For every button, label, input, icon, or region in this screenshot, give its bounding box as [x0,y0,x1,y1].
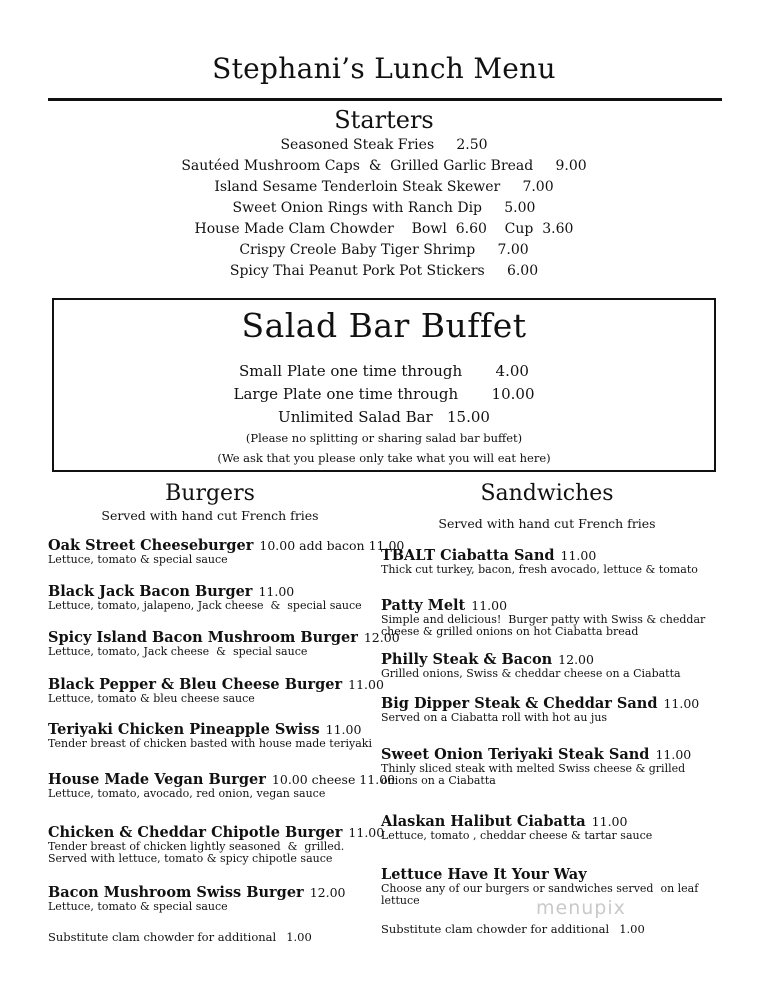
starter-item: Crispy Creole Baby Tiger Shrimp 7.00 [239,242,529,258]
item-name: Alaskan Halibut Ciabatta [381,813,586,830]
item-description: Lettuce, tomato, avocado, red onion, vegan sauce [48,787,326,800]
item-name: Oak Street Cheeseburger [48,537,254,554]
starter-item: Sautéed Mushroom Caps & Grilled Garlic Bread 9.00 [181,158,587,174]
item-price: 11.00 [663,696,700,711]
starter-item: Sweet Onion Rings with Ranch Dip 5.00 [232,200,536,216]
burgers-subheading: Served with hand cut French fries [101,508,319,523]
item-description: Lettuce, tomato & bleu cheese sauce [48,692,255,705]
item-description: Lettuce, tomato, Jack cheese & special sauce [48,645,308,658]
menu-item [381,746,691,787]
item-description: Choose any of our burgers or sandwiches served on leaf lettuce [381,882,699,907]
salad-bar-option: Unlimited Salad Bar 15.00 [278,408,490,426]
salad-bar-note: (We ask that you please only take what you will eat here) [217,451,551,465]
starter-item: Island Sesame Tenderloin Steak Skewer 7.00 [214,179,554,195]
starter-item: Spicy Thai Peanut Pork Pot Stickers 6.00 [229,263,539,279]
item-price: 11.00 [655,747,692,762]
salad-bar-note: (Please no splitting or sharing salad bar buffet) [245,431,523,445]
substitute-price: 1.00 [619,922,645,936]
item-name: TBALT Ciabatta Sand [381,547,555,564]
item-description: Tender breast of chicken basted with house made teriyaki [48,737,372,750]
item-price: 11.00 [325,722,362,737]
menu-item [381,695,699,724]
item-description: Thinly sliced steak with melted Swiss cheese & grilled onions on a Ciabatta [381,762,686,787]
menu-item [381,547,698,576]
item-name: Teriyaki Chicken Pineapple Swiss [48,721,320,738]
item-price: 12.00 [558,652,594,667]
item-description: Lettuce, tomato & special sauce [48,900,228,913]
item-name: Lettuce Have It Your Way [381,866,587,883]
item-name: Bacon Mushroom Swiss Burger [48,884,304,901]
substitute-text: Substitute clam chowder for additional [48,930,277,944]
salad-bar-heading: Salad Bar Buffet [241,306,527,345]
menu-item [381,651,681,680]
item-price: 11.00 [348,825,385,840]
menu-item [48,629,400,658]
menu-item [48,721,372,750]
menu-item [48,583,362,612]
item-price: 11.00 [471,598,508,613]
menu-item [48,537,404,566]
item-name: Sweet Onion Teriyaki Steak Sand [381,746,650,763]
item-description: Lettuce, tomato, jalapeno, Jack cheese & special sauce [48,599,362,612]
menu-item [48,676,384,705]
menu-item [381,597,705,638]
item-price: 11.00 [591,814,628,829]
salad-bar-option: Small Plate one time through 4.00 [239,362,529,380]
item-price: 11.00 [560,548,597,563]
item-description: Served on a Ciabatta roll with hot au jus [381,711,608,724]
starter-item: Seasoned Steak Fries 2.50 [280,137,488,153]
substitute-note [48,930,312,944]
salad-bar-option: Large Plate one time through 10.00 [233,385,535,403]
item-description: Tender breast of chicken lightly seasoned & grilled. Served with lettuce, tomato & spicy chipotle sauce [48,840,345,865]
menu-item [48,771,395,800]
item-name: Patty Melt [381,597,466,614]
item-name: Big Dipper Steak & Cheddar Sand [381,695,658,712]
menu-item [48,884,346,913]
item-description: Thick cut turkey, bacon, fresh avocado, lettuce & tomato [381,563,698,576]
substitute-note [381,922,645,936]
starter-item: House Made Clam Chowder Bowl 6.60 Cup 3.60 [194,221,574,237]
item-name: Black Jack Bacon Burger [48,583,253,600]
page-title: Stephani’s Lunch Menu [212,52,556,85]
item-price: 10.00 add bacon 11.00 [259,538,405,553]
burgers-heading: Burgers [165,481,255,506]
sandwiches-heading: Sandwiches [480,481,614,506]
item-name: Black Pepper & Bleu Cheese Burger [48,676,343,693]
menu-item [48,824,384,865]
item-price: 12.00 [309,885,346,900]
item-name: House Made Vegan Burger [48,771,266,788]
starters-heading: Starters [334,106,434,134]
watermark: menupix [536,897,626,919]
item-price: 12.00 [363,630,400,645]
item-description: Grilled onions, Swiss & cheddar cheese on a Ciabatta [381,667,681,680]
item-description: Simple and delicious! Burger patty with Swiss & cheddar cheese & grilled onions on hot Ciabatta bread [381,613,706,638]
menu-item [381,813,652,842]
substitute-price: 1.00 [286,930,312,944]
item-price: 11.00 [258,584,295,599]
item-description: Lettuce, tomato & special sauce [48,553,228,566]
substitute-text: Substitute clam chowder for additional [381,922,610,936]
title-divider [48,98,722,101]
sandwiches-subheading: Served with hand cut French fries [438,516,656,531]
item-price: 11.00 [348,677,384,692]
item-name: Philly Steak & Bacon [381,651,553,668]
item-price: 10.00 cheese 11.00 [271,772,396,787]
item-name: Chicken & Cheddar Chipotle Burger [48,824,343,841]
item-description: Lettuce, tomato , cheddar cheese & tartar sauce [381,829,653,842]
item-name: Spicy Island Bacon Mushroom Burger [48,629,358,646]
